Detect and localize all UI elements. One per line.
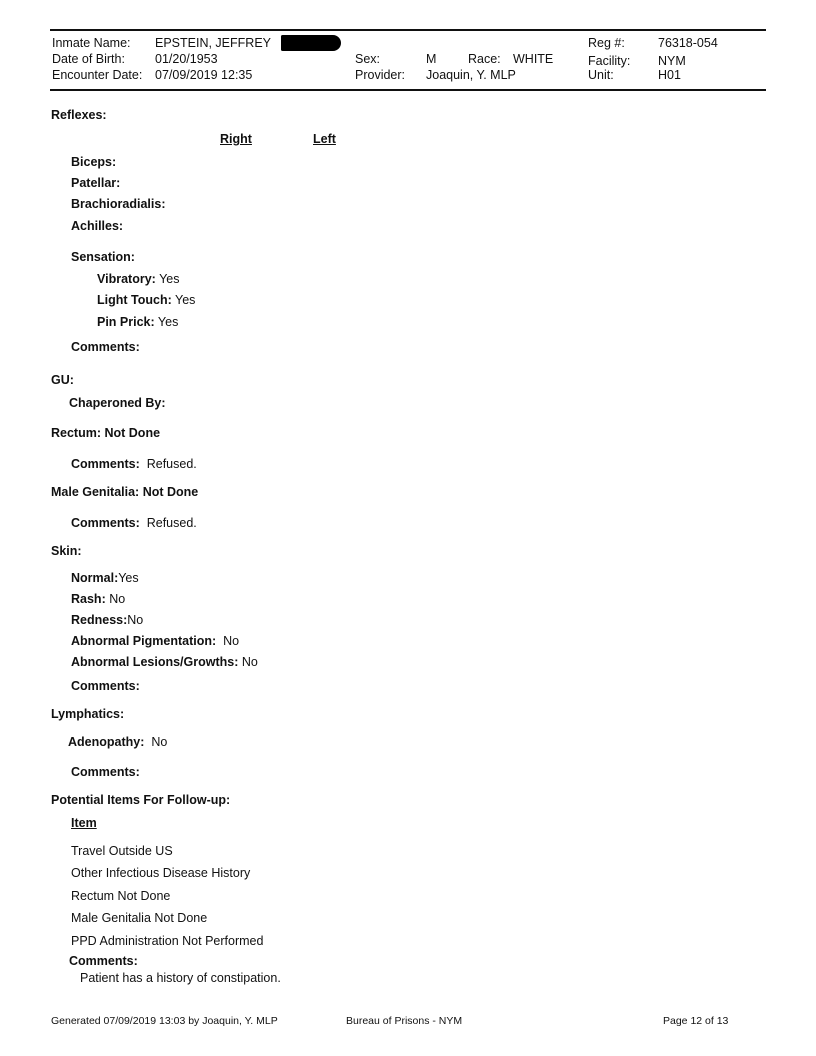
followup-comments-label: Comments: <box>69 954 138 968</box>
encounter-value: 07/09/2019 12:35 <box>155 68 253 82</box>
followup-heading: Potential Items For Follow-up: <box>51 793 231 807</box>
skin-pigment-label: Abnormal Pigmentation: <box>71 634 217 648</box>
inmate-name-label: Inmate Name: <box>52 36 131 50</box>
gu-heading: GU: <box>51 373 74 387</box>
skin-lesions-row <box>71 655 258 669</box>
skin-pigment-value: No <box>223 634 240 648</box>
encounter-label: Encounter Date: <box>52 68 143 82</box>
pin-prick-value: Yes <box>157 315 179 329</box>
redaction-box <box>281 35 341 51</box>
followup-item: Travel Outside US <box>71 844 173 858</box>
col-right-header: Right <box>220 132 252 146</box>
followup-item: Rectum Not Done <box>71 889 171 903</box>
genitalia-comments-label: Comments: <box>71 516 140 530</box>
followup-item: Male Genitalia Not Done <box>71 911 208 925</box>
reflexes-comments-label: Comments: <box>71 340 140 354</box>
vibratory-row <box>97 272 179 286</box>
skin-heading: Skin: <box>51 544 82 558</box>
unit-value: H01 <box>658 68 681 82</box>
race-value: WHITE <box>513 52 554 66</box>
genitalia-comments-value: Refused. <box>146 516 197 530</box>
lymphatics-heading: Lymphatics: <box>51 707 125 721</box>
provider-value: Joaquin, Y. MLP <box>426 68 516 82</box>
followup-comments-value: Patient has a history of constipation. <box>80 971 281 985</box>
footer-page-number: Page 12 of 13 <box>663 1015 729 1027</box>
pin-prick-label: Pin Prick: <box>97 315 155 329</box>
reg-number: 76318-054 <box>658 36 718 50</box>
rectum-comments-label: Comments: <box>71 457 140 471</box>
patellar-label: Patellar: <box>71 176 121 190</box>
col-left-header: Left <box>313 132 336 146</box>
achilles-label: Achilles: <box>71 219 124 233</box>
adenopathy-row <box>68 735 167 749</box>
sensation-heading: Sensation: <box>71 250 135 264</box>
dob-label: Date of Birth: <box>52 52 125 66</box>
light-touch-value: Yes <box>175 293 196 307</box>
adenopathy-label: Adenopathy: <box>68 735 145 749</box>
skin-pigment-row <box>71 634 239 648</box>
genitalia-comments-row <box>71 516 197 530</box>
rectum-comments-row <box>71 457 197 471</box>
race-label: Race: <box>468 52 501 66</box>
followup-item: Other Infectious Disease History <box>71 866 251 880</box>
reg-label: Reg #: <box>588 36 625 50</box>
biceps-label: Biceps: <box>71 155 117 169</box>
male-genitalia-heading: Male Genitalia: Not Done <box>51 485 199 499</box>
brachioradialis-label: Brachioradialis: <box>71 197 166 211</box>
followup-item: PPD Administration Not Performed <box>71 934 264 948</box>
skin-rash-row <box>71 592 125 606</box>
lymphatics-comments-label: Comments: <box>71 765 140 779</box>
light-touch-label: Light Touch: <box>97 293 172 307</box>
skin-normal-label: Normal: <box>71 571 119 585</box>
inmate-name: EPSTEIN, JEFFREY <box>155 36 271 50</box>
facility-value: NYM <box>658 54 686 68</box>
skin-redness-label: Redness: <box>71 613 128 627</box>
skin-redness-row <box>71 613 143 627</box>
pin-prick-row <box>97 315 178 329</box>
skin-rash-label: Rash: <box>71 592 106 606</box>
dob-value: 01/20/1953 <box>155 52 218 66</box>
unit-label: Unit: <box>588 68 614 82</box>
sex-value: M <box>426 52 437 66</box>
light-touch-row <box>97 293 195 307</box>
header-bottom-rule <box>50 89 766 91</box>
reflexes-heading: Reflexes: <box>51 108 107 122</box>
skin-redness-value: No <box>127 613 144 627</box>
skin-rash-value: No <box>109 592 126 606</box>
skin-normal-value: Yes <box>118 571 139 585</box>
sex-label: Sex: <box>355 52 381 66</box>
chaperoned-label: Chaperoned By: <box>69 396 166 410</box>
footer-generated: Generated 07/09/2019 13:03 by Joaquin, Y. MLP <box>51 1015 278 1027</box>
footer-bureau: Bureau of Prisons - NYM <box>346 1015 463 1027</box>
followup-item-header: Item <box>71 816 97 830</box>
skin-normal-row <box>71 571 139 585</box>
facility-label: Facility: <box>588 54 631 68</box>
rectum-comments-value: Refused. <box>146 457 197 471</box>
vibratory-label: Vibratory: <box>97 272 156 286</box>
vibratory-value: Yes <box>159 272 180 286</box>
provider-label: Provider: <box>355 68 406 82</box>
skin-comments-label: Comments: <box>71 679 140 693</box>
skin-lesions-value: No <box>241 655 258 669</box>
skin-lesions-label: Abnormal Lesions/Growths: <box>71 655 239 669</box>
header-top-rule <box>50 29 766 31</box>
adenopathy-value: No <box>151 735 168 749</box>
rectum-heading: Rectum: Not Done <box>51 426 161 440</box>
